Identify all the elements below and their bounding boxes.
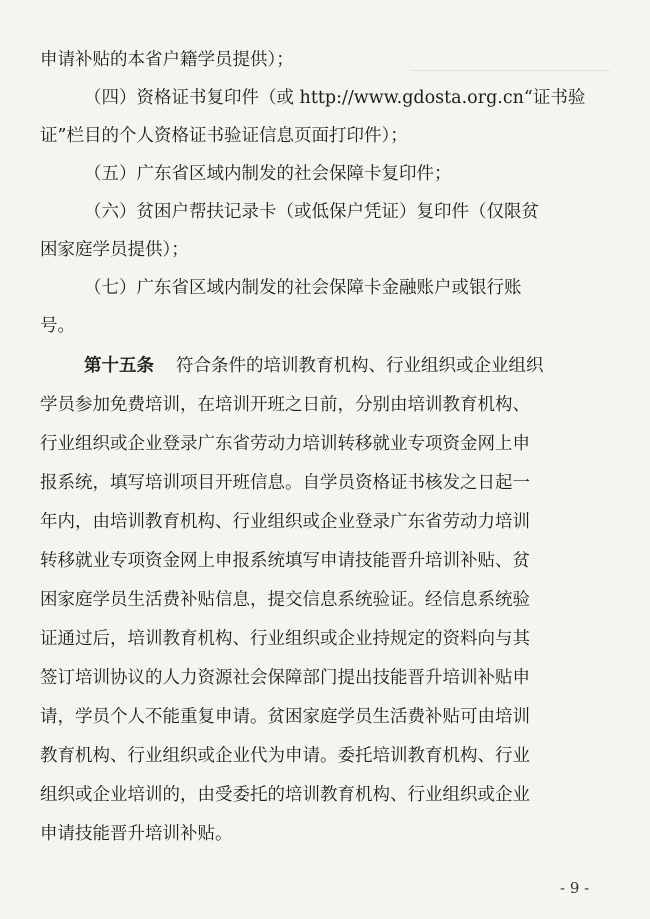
text-line: 报系统，填写培训项目开班信息。自学员资格证书核发之日起一 <box>40 473 530 493</box>
text-line: 申请补贴的本省户籍学员提供）； <box>40 50 294 70</box>
text-line: 困家庭学员提供）； <box>40 240 189 260</box>
article-15-first-line <box>84 355 544 377</box>
text-line: 转移就业专项资金网上申报系统填写申请技能晋升培训补贴、贫 <box>40 551 530 571</box>
list-item-4: （四）资格证书复印件（或 http://www.gdosta.org.cn“证书验 <box>84 88 586 108</box>
text-line: 符合条件的培训教育机构、行业组织或企业组织 <box>176 356 544 376</box>
text-line: 号。 <box>40 316 75 336</box>
text-line: 签订培训协议的人力资源社会保障部门提出技能晋升培训补贴申 <box>40 668 530 688</box>
text-line: 年内，由培训教育机构、行业组织或企业登录广东省劳动力培训 <box>40 512 530 532</box>
text-line: 教育机构、行业组织或企业代为申请。委托培训教育机构、行业 <box>40 746 530 766</box>
list-item-7: （七）广东省区域内制发的社会保障卡金融账户或银行账 <box>84 278 522 298</box>
article-heading: 第十五条 <box>84 356 154 376</box>
text-line: 行业组织或企业登录广东省劳动力培训转移就业专项资金网上申 <box>40 434 530 454</box>
list-item-6: （六）贫困户帮扶记录卡（或低保户凭证）复印件（仅限贫 <box>84 202 539 222</box>
text-line: 申请技能晋升培训补贴。 <box>40 824 233 844</box>
text-line: 请，学员个人不能重复申请。贫困家庭学员生活费补贴可由培训 <box>40 707 530 727</box>
text-line: 证”栏目的个人资格证书验证信息页面打印件）； <box>40 126 408 146</box>
text-line: 学员参加免费培训，在培训开班之日前，分别由培训教育机构、 <box>40 395 530 415</box>
text-line: 困家庭学员生活费补贴信息，提交信息系统验证。经信息系统验 <box>40 590 530 610</box>
list-item-5: （五）广东省区域内制发的社会保障卡复印件； <box>84 164 452 184</box>
scan-artifact <box>410 70 610 71</box>
page-number: - 9 - <box>560 879 590 897</box>
text-line: 组织或企业培训的，由受委托的培训教育机构、行业组织或企业 <box>40 785 530 805</box>
text-line: 证通过后，培训教育机构、行业组织或企业持规定的资料向与其 <box>40 629 530 649</box>
